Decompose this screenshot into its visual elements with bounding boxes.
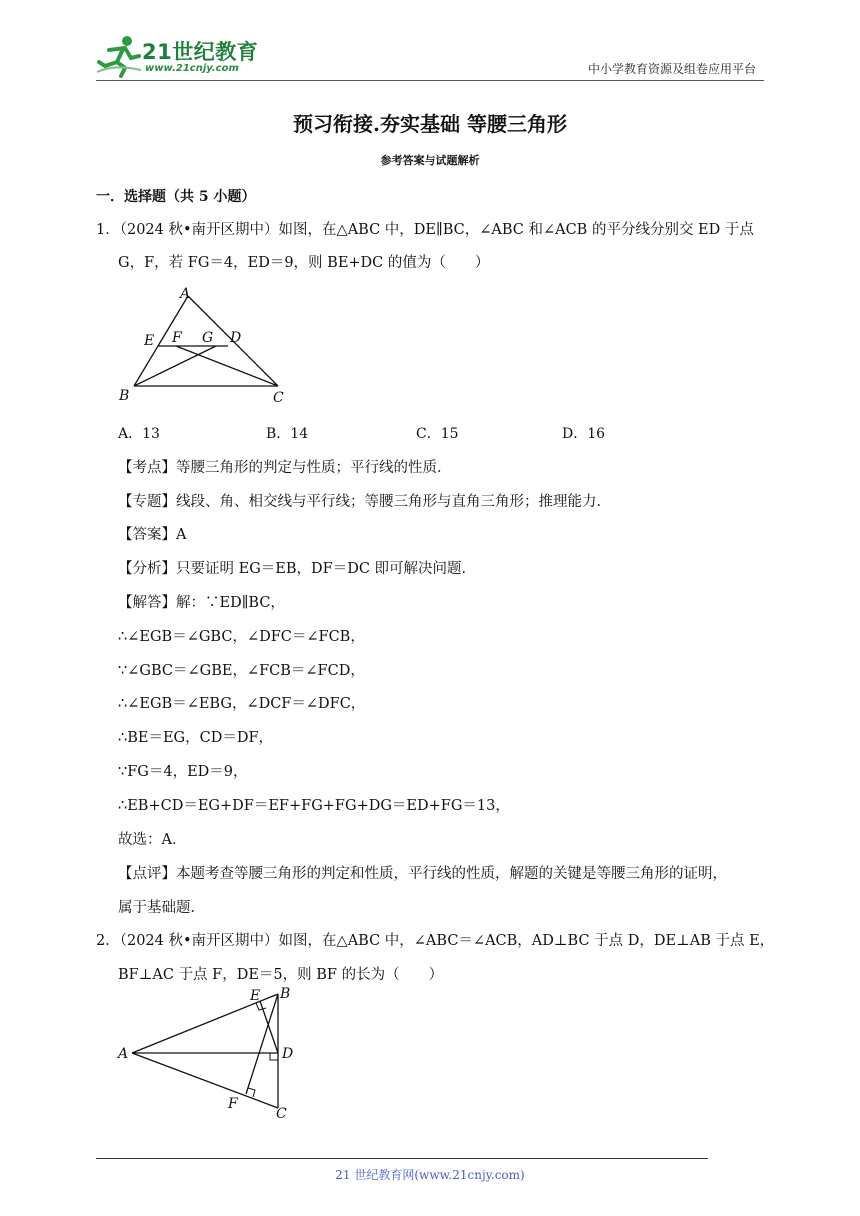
q2-stem-line1: 2．（2024 秋•南开区期中）如图，在△ABC 中，∠ABC＝∠ACB，AD⊥BC 于点 D，DE⊥AB 于点 E，	[96, 933, 775, 949]
header-divider	[96, 80, 764, 81]
q2-right-angle-f	[248, 1088, 255, 1097]
q1-step: ∴BE＝EG，CD＝DF，	[118, 730, 274, 746]
q1-option-c: C．15	[416, 426, 459, 442]
logo-text: 21世纪教育	[142, 40, 259, 64]
q2-label-e: E	[250, 988, 261, 1004]
q1-label-f: F	[172, 330, 182, 346]
q1-label-a: A	[180, 286, 191, 302]
q2-label-b: B	[280, 986, 291, 1002]
q1-label-e: E	[144, 333, 155, 349]
q1-zhuanti: 【专题】线段、角、相交线与平行线；等腰三角形与直角三角形；推理能力．	[118, 494, 611, 510]
q1-option-b: B．14	[266, 426, 309, 442]
q1-figure	[110, 282, 300, 408]
footer-divider	[96, 1158, 708, 1159]
q1-comment-line2: 属于基础题．	[118, 900, 205, 916]
logo-runner-icon	[95, 34, 143, 78]
footer-link[interactable]: 21 世纪教育网(www.21cnjy.com)	[335, 1168, 525, 1182]
q1-bisector-cf	[176, 346, 278, 386]
q2-right-angle-d	[270, 1053, 278, 1060]
header-platform-text: 中小学教育资源及组卷应用平台	[587, 62, 756, 76]
q1-step-choice: 故选：A．	[118, 832, 187, 848]
q1-option-d: D．16	[562, 426, 606, 442]
q1-step: ∵∠GBC＝∠GBE，∠FCB＝∠FCD，	[118, 663, 365, 679]
q1-step: ∵FG＝4，ED＝9，	[118, 764, 248, 780]
q2-stem-line2: BF⊥AC 于点 F，DE＝5，则 BF 的长为（ ）	[118, 967, 444, 983]
q1-kaodian: 【考点】等腰三角形的判定与性质；平行线的性质．	[118, 460, 452, 476]
q1-comment-line1: 【点评】本题考查等腰三角形的判定和性质，平行线的性质，解题的关键是等腰三角形的证明，	[118, 866, 727, 882]
q1-solution-intro: 【解答】解：∵ED∥BC，	[118, 595, 285, 611]
q1-step: ∴EB+CD＝EG+DF＝EF+FG+FG+DG＝ED+FG＝13，	[118, 798, 510, 814]
logo-url: www.21cnjy.com	[145, 63, 239, 74]
q1-label-b: B	[119, 388, 130, 404]
section-heading: 一．选择题（共 5 小题）	[96, 189, 256, 205]
q2-label-f: F	[228, 1096, 238, 1112]
q1-step: ∴∠EGB＝∠EBG，∠DCF＝∠DFC，	[118, 696, 366, 712]
q1-option-a: A．13	[118, 426, 160, 442]
q1-step: ∴∠EGB＝∠GBC，∠DFC＝∠FCB，	[118, 629, 365, 645]
q1-answer: 【答案】A	[118, 527, 187, 543]
q2-label-d: D	[282, 1046, 294, 1062]
q1-analysis: 【分析】只要证明 EG＝EB，DF＝DC 即可解决问题．	[118, 561, 477, 577]
page-subtitle: 参考答案与试题解析	[380, 154, 480, 167]
q1-label-d: D	[230, 330, 242, 346]
q1-stem-line2: G，F，若 FG＝4，ED＝9，则 BE+DC 的值为（ ）	[118, 255, 490, 271]
q2-label-c: C	[276, 1106, 287, 1122]
q2-figure	[110, 984, 310, 1124]
q1-label-c: C	[273, 390, 284, 406]
page-title: 预习衔接.夯实基础 等腰三角形	[293, 112, 567, 136]
q2-label-a: A	[118, 1046, 129, 1062]
q1-stem-line1: 1．（2024 秋•南开区期中）如图，在△ABC 中，DE∥BC，∠ABC 和∠ACB 的平分线分别交 ED 于点	[96, 222, 754, 238]
q1-label-g: G	[202, 330, 214, 346]
